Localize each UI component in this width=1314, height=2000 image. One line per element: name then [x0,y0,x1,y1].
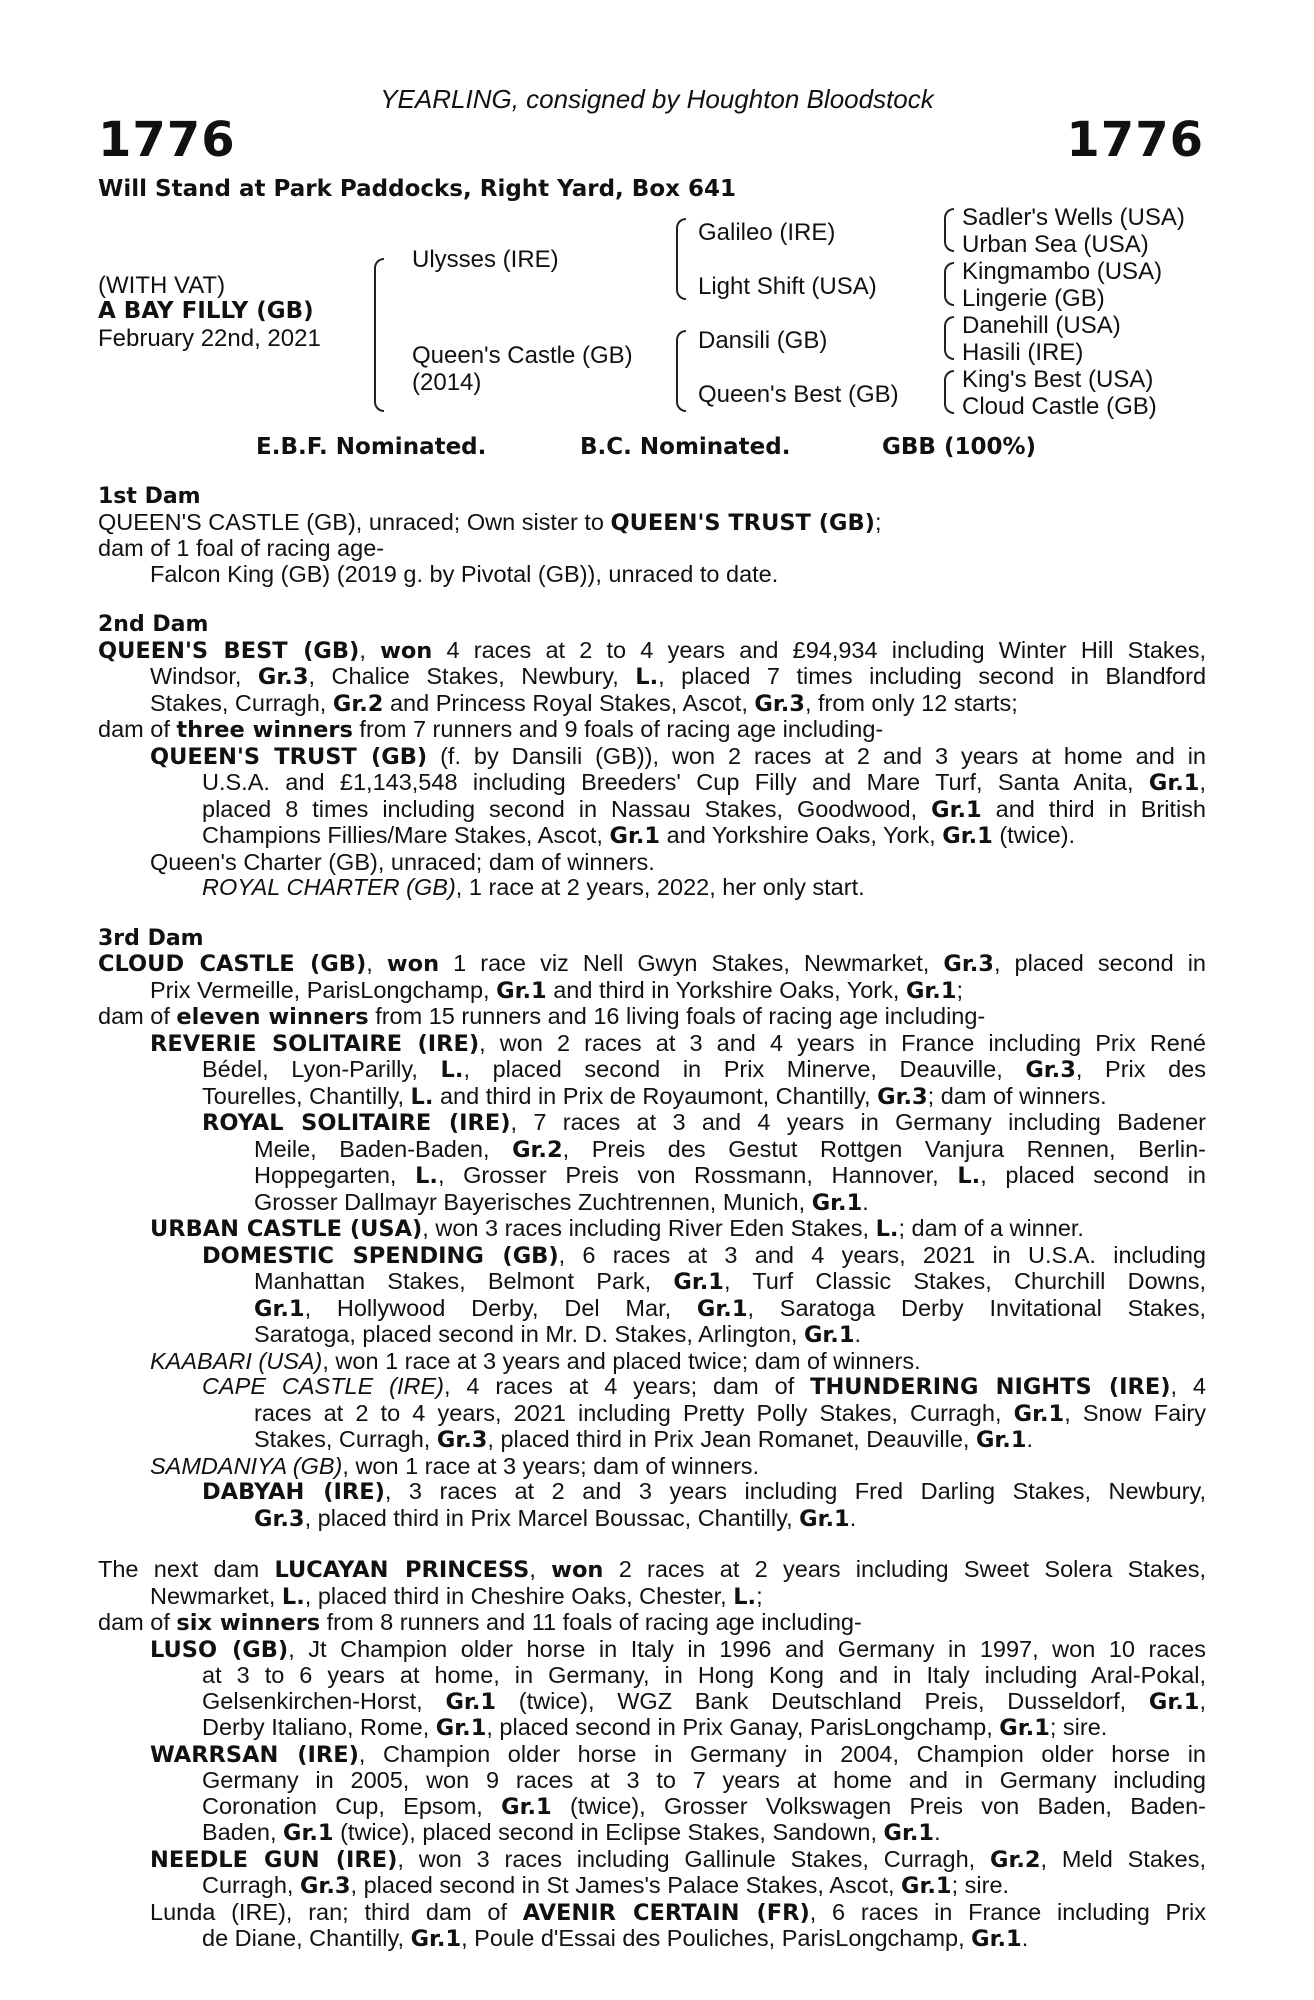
second-dam-line: U.S.A. and £1,143,548 including Breeders' Cup Filly and Mare Turf, Santa Anita, Gr.1, [202,769,1206,796]
grand-dam-4: Cloud Castle (GB) [962,393,1157,420]
brace-dam [676,330,686,412]
third-dam-line: ROYAL SOLITAIRE (IRE), 7 races at 3 and 4 years in Germany including Badener [202,1109,1206,1136]
second-dam-line: QUEEN'S TRUST (GB) (f. by Dansili (GB)), won 2 races at 2 and 3 years at home and in [150,742,1206,770]
next-dam-line: Lunda (IRE), ran; third dam of AVENIR CERTAIN (FR), 6 races in France including Prix [150,1898,1206,1926]
second-dam-line: placed 8 times including second in Nassau Stakes, Goodwood, Gr.1 and third in British [202,795,1207,823]
dam-dam: Queen's Best (GB) [698,381,899,408]
third-dam-line: Tourelles, Chantilly, L. and third in Prix de Royaumont, Chantilly, Gr.3; dam of winners. [202,1082,1107,1110]
next-dam-line: Baden, Gr.1 (twice), placed second in Eclipse Stakes, Sandown, Gr.1. [202,1819,941,1846]
dam-sire: Dansili (GB) [698,327,828,354]
first-dam-line: QUEEN'S CASTLE (GB), unraced; Own sister to QUEEN'S TRUST (GB); [98,508,882,536]
next-dam-line: at 3 to 6 years at home, in Germany, in Hong Kong and in Italy including Aral-Pokal, [202,1662,1206,1688]
next-dam-line: dam of six winners from 8 runners and 11 foals of racing age including- [98,1609,862,1636]
third-dam-line: REVERIE SOLITAIRE (IRE), won 2 races at 3 and 4 years in France including Prix René [150,1029,1207,1057]
gbb-status: GBB (100%) [882,434,1037,460]
sire-sire: Galileo (IRE) [698,219,836,246]
third-dam-heading: 3rd Dam [98,925,204,951]
next-dam-line: Curragh, Gr.3, placed second in St James's Palace Stakes, Ascot, Gr.1; sire. [202,1872,1010,1899]
third-dam-line: Gr.3, placed third in Prix Marcel Boussac, Chantilly, Gr.1. [254,1504,857,1532]
lot-number-left: 1776 [98,112,236,168]
third-dam-line: Grosser Dallmayr Bayerisches Zuchtrennen, Munich, Gr.1. [254,1188,869,1216]
second-dam-line: QUEEN'S BEST (GB), won 4 races at 2 to 4 years and £94,934 including Winter Hill Stakes, [98,636,1207,664]
second-dam-line: Queen's Charter (GB), unraced; dam of winners. [150,848,655,875]
third-dam-line: KAABARI (USA), won 1 race at 3 years and placed twice; dam of winners. [150,1347,921,1374]
next-dam-line: Coronation Cup, Epsom, Gr.1 (twice), Grosser Volkswagen Preis von Baden, Baden- [202,1792,1207,1820]
brace-g3-3 [944,316,954,360]
second-dam-line: ROYAL CHARTER (GB), 1 race at 2 years, 2022, her only start. [202,874,865,900]
third-dam-line: CLOUD CASTLE (GB), won 1 race viz Nell Gwyn Stakes, Newmarket, Gr.3, placed second in [98,950,1206,977]
second-dam-line: Stakes, Curragh, Gr.2 and Princess Royal Stakes, Ascot, Gr.3, from only 12 starts; [150,689,1018,717]
third-dam-line: URBAN CASTLE (USA), won 3 races including River Eden Stakes, L.; dam of a winner. [150,1215,1084,1242]
grand-sire-3: Danehill (USA) [962,312,1121,339]
third-dam-line: Prix Vermeille, ParisLongchamp, Gr.1 and third in Yorkshire Oaks, York, Gr.1; [150,976,964,1004]
next-dam-line: Newmarket, L., placed third in Cheshire Oaks, Chester, L.; [150,1582,763,1610]
sire: Ulysses (IRE) [412,246,559,273]
third-dam-line: Saratoga, placed second in Mr. D. Stakes, Arlington, Gr.1. [254,1321,862,1348]
next-dam-line: Gelsenkirchen-Horst, Gr.1 (twice), WGZ Bank Deutschland Preis, Dusseldorf, Gr.1, [202,1687,1206,1715]
second-dam-heading: 2nd Dam [98,612,209,637]
dam: Queen's Castle (GB) [412,342,633,369]
grand-dam-1: Urban Sea (USA) [962,231,1149,258]
first-dam-line: dam of 1 foal of racing age- [98,535,385,561]
third-dam-line: Meile, Baden-Baden, Gr.2, Preis des Gestut Rottgen Vanjura Rennen, Berlin- [254,1135,1206,1163]
next-dam-line: WARRSAN (IRE), Champion older horse in Germany in 2004, Champion older horse in [150,1740,1206,1768]
third-dam-line: dam of eleven winners from 15 runners and 16 living foals of racing age including- [98,1003,986,1030]
stand-location: Will Stand at Park Paddocks, Right Yard, Box 641 [98,176,736,202]
grand-dam-2: Lingerie (GB) [962,285,1105,312]
next-dam-line: LUSO (GB), Jt Champion older horse in Italy in 1996 and Germany in 1997, won 10 races [150,1635,1206,1663]
consignment-line: YEARLING, consigned by Houghton Bloodstock [380,84,934,114]
third-dam-line: DOMESTIC SPENDING (GB), 6 races at 3 and 4 years, 2021 in U.S.A. including [202,1241,1206,1269]
grand-sire-2: Kingmambo (USA) [962,258,1163,285]
third-dam-line: Hoppegarten, L., Grosser Preis von Rossmann, Hannover, L., placed second in [254,1162,1206,1189]
next-dam-line: The next dam LUCAYAN PRINCESS, won 2 races at 2 years including Sweet Solera Stakes, [98,1556,1207,1583]
next-dam-line: NEEDLE GUN (IRE), won 3 races including Gallinule Stakes, Curragh, Gr.2, Meld Stakes, [150,1845,1206,1873]
second-dam-line: dam of three winners from 7 runners and 9 foals of racing age including- [98,716,884,743]
brace-g3-4 [944,370,954,414]
third-dam-line: Manhattan Stakes, Belmont Park, Gr.1, Turf Classic Stakes, Churchill Downs, [254,1268,1206,1295]
next-dam-line: Derby Italiano, Rome, Gr.1, placed second in Prix Ganay, ParisLongchamp, Gr.1; sire. [202,1714,1108,1741]
grand-sire-4: King's Best (USA) [962,366,1154,393]
vat-note: (WITH VAT) [98,272,226,299]
first-dam-line: Falcon King (GB) (2019 g. by Pivotal (GB)), unraced to date. [150,560,779,587]
lot-number-right: 1776 [1066,112,1204,168]
grand-dam-3: Hasili (IRE) [962,339,1084,366]
third-dam-line: Stakes, Curragh, Gr.3, placed third in Prix Jean Romanet, Deauville, Gr.1. [254,1426,1034,1453]
third-dam-line: DABYAH (IRE), 3 races at 2 and 3 years including Fred Darling Stakes, Newbury, [202,1478,1207,1505]
dam-year: (2014) [412,369,482,396]
third-dam-line: SAMDANIYA (GB), won 1 race at 3 years; dam of winners. [150,1452,760,1479]
third-dam-line: races at 2 to 4 years, 2021 including Pretty Polly Stakes, Curragh, Gr.1, Snow Fairy [254,1399,1206,1427]
third-dam-line: Bédel, Lyon-Parilly, L., placed second in Prix Minerve, Deauville, Gr.3, Prix des [202,1056,1206,1083]
bc-nomination: B.C. Nominated. [580,434,791,460]
third-dam-line: Gr.1, Hollywood Derby, Del Mar, Gr.1, Saratoga Derby Invitational Stakes, [254,1294,1206,1322]
horse-name: A BAY FILLY (GB) [98,298,314,324]
brace-gen1 [374,258,384,412]
brace-g3-1 [944,208,954,252]
second-dam-line: Champions Fillies/Mare Stakes, Ascot, Gr.1 and Yorkshire Oaks, York, Gr.1 (twice). [202,822,1076,849]
next-dam-line: Germany in 2005, won 9 races at 3 to 7 years at home and in Germany including [202,1767,1206,1793]
next-dam-line: de Diane, Chantilly, Gr.1, Poule d'Essai des Pouliches, ParisLongchamp, Gr.1. [202,1925,1029,1952]
produce-record [98,484,1206,1953]
foaling-date: February 22nd, 2021 [98,325,321,352]
ebf-nomination: E.B.F. Nominated. [256,434,487,460]
grand-sire-1: Sadler's Wells (USA) [962,204,1185,231]
third-dam-line: CAPE CASTLE (IRE), 4 races at 4 years; dam of THUNDERING NIGHTS (IRE), 4 [202,1373,1206,1400]
first-dam-heading: 1st Dam [98,484,201,509]
brace-g3-2 [944,262,954,306]
brace-sire [676,218,686,300]
second-dam-line: Windsor, Gr.3, Chalice Stakes, Newbury, L., placed 7 times including second in Blandford [150,663,1207,690]
sire-dam: Light Shift (USA) [698,273,877,300]
